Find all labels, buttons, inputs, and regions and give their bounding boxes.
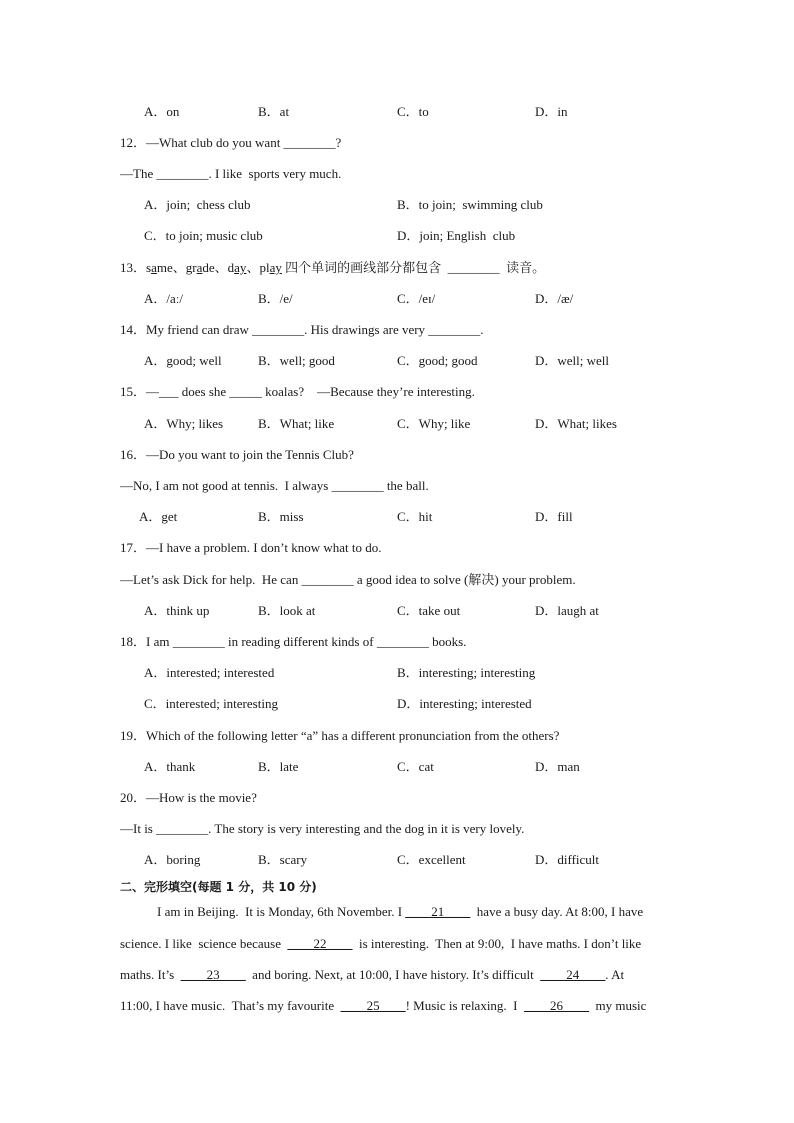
cloze-blank-25: ____25____ bbox=[340, 998, 406, 1013]
q12-stem-text: 12．—What club do you want ________? bbox=[120, 135, 342, 150]
q13-option-c: C．/eɪ/ bbox=[397, 291, 436, 306]
q12-option-a: A．join; chess club bbox=[144, 197, 251, 212]
q20-options bbox=[0, 850, 794, 870]
q18-option-c: C．interested; interesting bbox=[144, 696, 278, 711]
q17-option-b: B．look at bbox=[258, 603, 316, 618]
q17-stem bbox=[0, 538, 794, 558]
q12-options-row1 bbox=[0, 195, 794, 215]
q18-stem-text: 18．I am ________ in reading different kinds of ________ books. bbox=[120, 634, 467, 649]
q13-option-b: B．/e/ bbox=[258, 291, 293, 306]
q20-option-c: C．excellent bbox=[397, 852, 466, 867]
q17-option-a: A．think up bbox=[144, 603, 210, 618]
cloze-text: and boring. Next, at 10:00, I have history. It’s difficult bbox=[245, 967, 541, 982]
cloze-text: science. I like science because bbox=[120, 936, 288, 951]
q12-options-row2 bbox=[0, 226, 794, 246]
q14-option-a: A．good; well bbox=[144, 353, 222, 368]
q13-word3-post: 、 bbox=[246, 260, 260, 275]
q20-reply-text: —It is ________. The story is very interesting and the dog in it is very lovely. bbox=[120, 821, 525, 836]
q13-options bbox=[0, 289, 794, 309]
q12-stem bbox=[0, 133, 794, 153]
q14-options bbox=[0, 351, 794, 371]
q13-number: 13． bbox=[120, 260, 147, 275]
q13-word2-post: de、 bbox=[202, 260, 228, 275]
cloze-blank-26: ____26____ bbox=[524, 998, 590, 1013]
cloze-line-3 bbox=[0, 965, 794, 985]
q14-stem-text: 14．My friend can draw ________. His drawings are very ________. bbox=[120, 322, 484, 337]
q13-word3-pre: d bbox=[227, 260, 235, 275]
q12-reply bbox=[0, 164, 794, 184]
cloze-text: . At bbox=[605, 967, 625, 982]
q19-options bbox=[0, 757, 794, 777]
q19-stem-text: 19．Which of the following letter “a” has a different pronunciation from the others? bbox=[120, 728, 560, 743]
q19-stem bbox=[0, 726, 794, 746]
q20-option-b: B．scary bbox=[258, 852, 308, 867]
q19-option-b: B．late bbox=[258, 759, 299, 774]
q16-reply-text: —No, I am not good at tennis. I always ________ the ball. bbox=[120, 478, 429, 493]
q16-option-b: B．miss bbox=[258, 509, 304, 524]
q12-option-c: C．to join; music club bbox=[144, 228, 263, 243]
cloze-text: 11:00, I have music. That’s my favourite bbox=[120, 998, 341, 1013]
q15-option-a: A．Why; likes bbox=[144, 416, 224, 431]
q17-reply-text: —Let’s ask Dick for help. He can ________ a good idea to solve (解决) your problem. bbox=[120, 572, 576, 587]
q17-reply bbox=[0, 570, 794, 590]
cloze-text: have a busy day. At 8:00, I have bbox=[470, 904, 644, 919]
q20-stem bbox=[0, 788, 794, 808]
q11-option-a: A．on bbox=[144, 104, 180, 119]
q13-word2-pre: gr bbox=[185, 260, 197, 275]
q17-option-d: D．laugh at bbox=[535, 603, 599, 618]
cloze-line-1 bbox=[0, 902, 794, 922]
cloze-line-4-text bbox=[120, 996, 646, 1016]
q16-stem bbox=[0, 445, 794, 465]
q13-word4-post: 四个单词的画线部分都包含 ________ 读音。 bbox=[281, 260, 546, 275]
q13-word4-pre: pl bbox=[259, 260, 270, 275]
cloze-text: is interesting. Then at 9:00, I have maths. I don’t like bbox=[352, 936, 642, 951]
cloze-blank-21: ____21____ bbox=[405, 904, 471, 919]
q18-options-row1 bbox=[0, 663, 794, 683]
q13-word1-underlined: a bbox=[151, 260, 157, 275]
q16-option-d: D．fill bbox=[535, 509, 573, 524]
q16-options bbox=[0, 507, 794, 527]
q16-option-c: C．hit bbox=[397, 509, 433, 524]
q18-option-a: A．interested; interested bbox=[144, 665, 275, 680]
q15-option-d: D．What; likes bbox=[535, 416, 617, 431]
cloze-text: my music bbox=[589, 998, 647, 1013]
q14-stem bbox=[0, 320, 794, 340]
q16-option-a: A．get bbox=[139, 509, 178, 524]
q13-stem bbox=[0, 258, 794, 278]
q13-word2-underlined: a bbox=[196, 260, 203, 275]
q11-option-b: B．at bbox=[258, 104, 290, 119]
q17-option-c: C．take out bbox=[397, 603, 461, 618]
q15-option-c: C．Why; like bbox=[397, 416, 471, 431]
q16-reply bbox=[0, 476, 794, 496]
cloze-text: ! Music is relaxing. I bbox=[405, 998, 525, 1013]
q18-stem bbox=[0, 632, 794, 652]
q15-options bbox=[0, 414, 794, 434]
cloze-blank-22: ____22____ bbox=[287, 936, 353, 951]
q14-option-b: B．well; good bbox=[258, 353, 335, 368]
cloze-text: maths. It’s bbox=[120, 967, 181, 982]
cloze-line-2 bbox=[0, 934, 794, 954]
q17-stem-text: 17．—I have a problem. I don’t know what to do. bbox=[120, 540, 382, 555]
q19-option-d: D．man bbox=[535, 759, 580, 774]
q14-option-d: D．well; well bbox=[535, 353, 610, 368]
q20-option-d: D．difficult bbox=[535, 852, 600, 867]
q12-option-b: B．to join; swimming club bbox=[397, 197, 543, 212]
q20-reply bbox=[0, 819, 794, 839]
cloze-text: I am in Beijing. It is Monday, 6th November. I bbox=[157, 904, 406, 919]
q13-option-d: D．/æ/ bbox=[535, 291, 574, 306]
q13-option-a: A．/aː/ bbox=[144, 291, 183, 306]
q18-options-row2 bbox=[0, 694, 794, 714]
cloze-blank-24: ____24____ bbox=[540, 967, 606, 982]
q17-options bbox=[0, 601, 794, 621]
q20-stem-text: 20．—How is the movie? bbox=[120, 790, 257, 805]
q12-reply-text: —The ________. I like sports very much. bbox=[120, 166, 342, 181]
section2-heading bbox=[0, 877, 794, 897]
q13-word1-post: me、 bbox=[156, 260, 186, 275]
q15-option-b: B．What; like bbox=[258, 416, 335, 431]
q20-option-a: A．boring bbox=[144, 852, 201, 867]
q11-option-d: D．in bbox=[535, 104, 568, 119]
cloze-line-4 bbox=[0, 996, 794, 1016]
q19-option-a: A．thank bbox=[144, 759, 196, 774]
section2-title: 二、完形填空(每题 1 分，共 10 分) bbox=[120, 880, 317, 894]
q14-option-c: C．good; good bbox=[397, 353, 478, 368]
q11-option-c: C．to bbox=[397, 104, 429, 119]
cloze-line-2-text bbox=[120, 934, 641, 954]
q15-stem bbox=[0, 382, 794, 402]
cloze-line-1-text bbox=[157, 902, 643, 922]
q15-stem-text: 15．—___ does she _____ koalas? —Because they’re interesting. bbox=[120, 384, 475, 399]
q13-word1-pre: s bbox=[146, 260, 152, 275]
q18-option-d: D．interesting; interested bbox=[397, 696, 532, 711]
q11-options bbox=[0, 102, 794, 122]
q16-stem-text: 16．—Do you want to join the Tennis Club? bbox=[120, 447, 354, 462]
q18-option-b: B．interesting; interesting bbox=[397, 665, 536, 680]
cloze-blank-23: ____23____ bbox=[180, 967, 246, 982]
q12-option-d: D．join; English club bbox=[397, 228, 516, 243]
cloze-line-3-text bbox=[120, 965, 624, 985]
q19-option-c: C．cat bbox=[397, 759, 434, 774]
q13-stem-text bbox=[120, 258, 545, 278]
q13-word4-underlined: ay bbox=[269, 260, 282, 275]
q13-word3-underlined: ay bbox=[234, 260, 247, 275]
